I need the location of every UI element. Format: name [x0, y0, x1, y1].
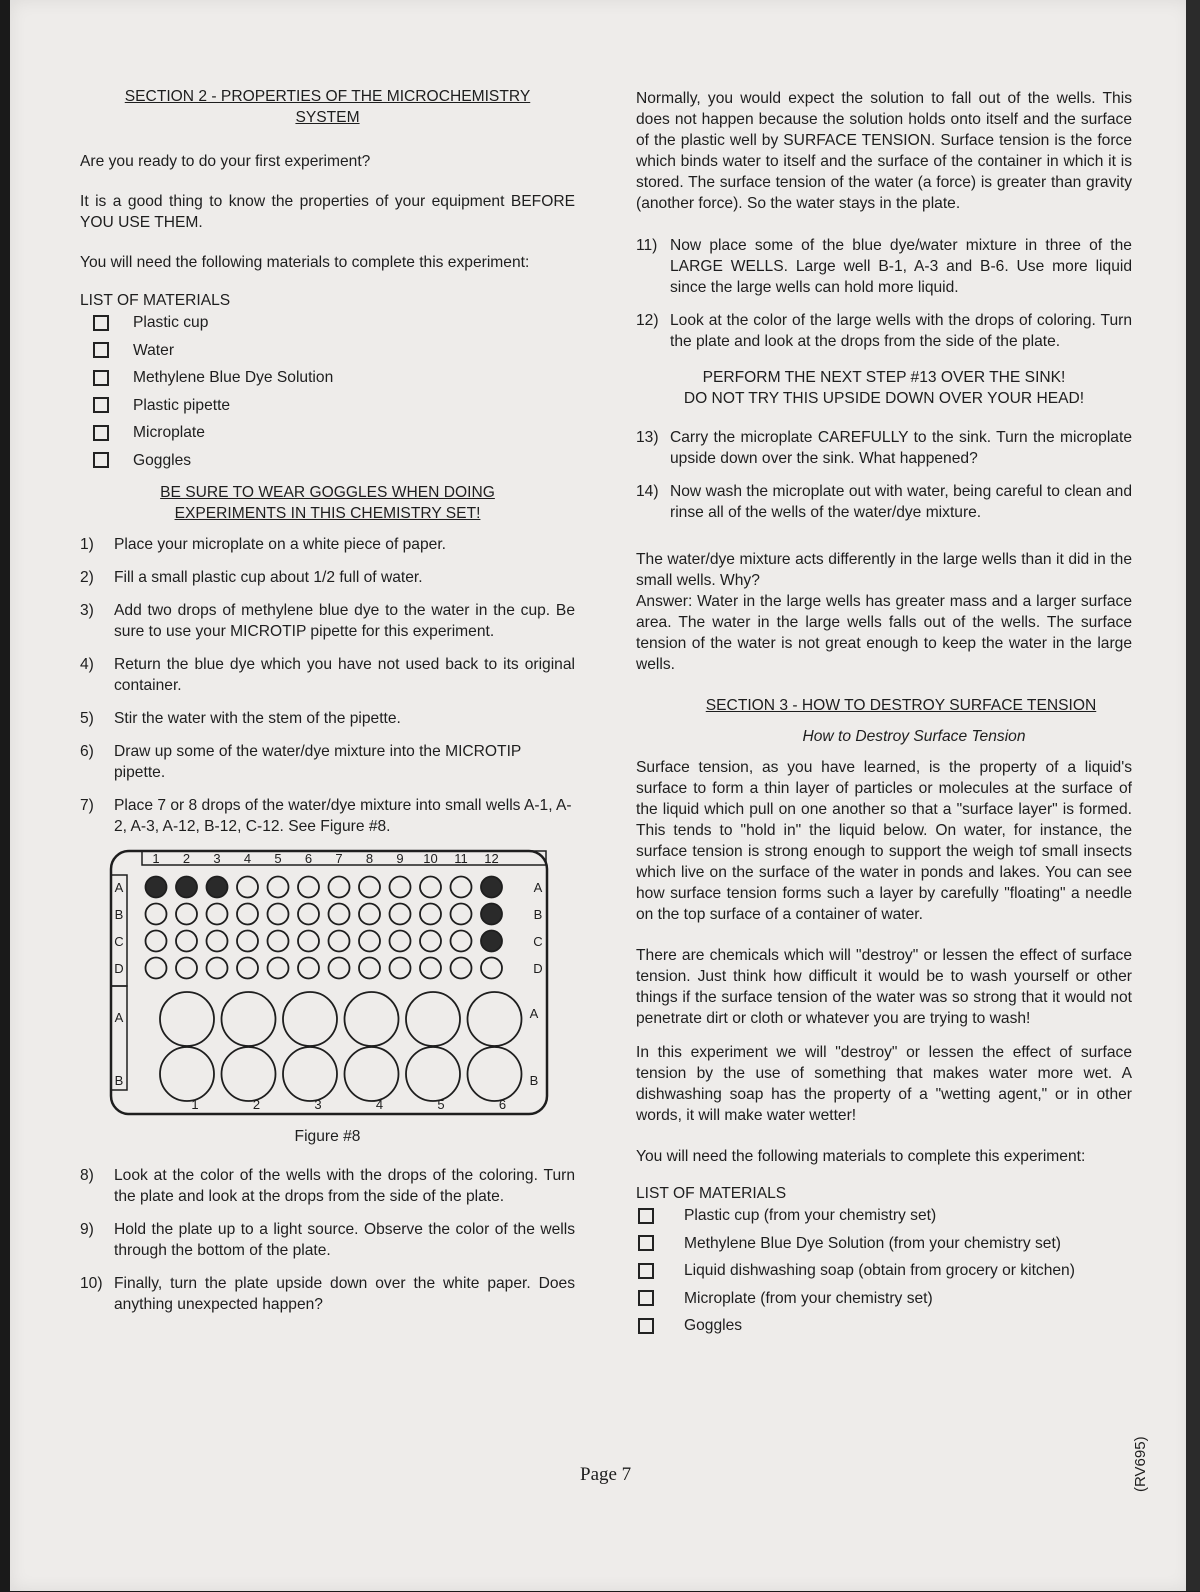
figure-caption: Figure #8	[294, 1128, 361, 1145]
row-label-left: D	[114, 961, 124, 976]
small-well	[268, 904, 289, 925]
large-well	[406, 1047, 460, 1101]
material-item: Microplate (from your chemistry set)	[636, 1285, 1132, 1313]
large-well	[283, 1047, 337, 1101]
material-item: Plastic pipette	[80, 392, 575, 420]
small-well	[146, 877, 167, 898]
row-label-left: A	[114, 880, 124, 895]
column-label: 3	[213, 851, 221, 866]
document-code: (RV695)	[1132, 1436, 1149, 1492]
small-well	[390, 904, 411, 925]
large-column-label: 6	[498, 1097, 507, 1112]
checkbox-icon	[93, 452, 109, 468]
large-well	[345, 1047, 399, 1101]
large-row-label-right: B	[529, 1073, 539, 1088]
small-well	[237, 931, 258, 952]
large-well	[406, 992, 460, 1046]
column-label: 1	[152, 851, 160, 866]
intro-question: Are you ready to do your first experiment?	[80, 153, 371, 170]
row-label-right: A	[533, 880, 543, 895]
column-label: 8	[365, 851, 374, 866]
material-item: Methylene Blue Dye Solution (from your chemistry set)	[636, 1230, 1132, 1258]
small-well	[390, 931, 411, 952]
column-label: 2	[182, 851, 191, 866]
column-label: 5	[274, 851, 282, 866]
checkbox-icon	[93, 425, 109, 441]
section-2-title: SECTION 2 - PROPERTIES OF THE MICROCHEMISTRY SYSTEM	[124, 88, 531, 126]
step-11: 11) Now place some of the blue dye/water mixture in three of the LARGE WELLS. Large well B-1, A-3 and B-6. Use more liquid since the large wells can hold more liquid.	[636, 237, 1132, 296]
small-well	[298, 877, 319, 898]
step-5: 5) Stir the water with the stem of the pipette.	[80, 710, 401, 727]
small-well	[451, 931, 472, 952]
small-well	[390, 958, 411, 979]
small-well	[237, 958, 258, 979]
small-well	[329, 931, 350, 952]
intro-paragraph: It is a good thing to know the properties of your equipment BEFORE YOU USE THEM.	[80, 193, 575, 231]
checkbox-icon	[93, 397, 109, 413]
list-of-materials-title-2: LIST OF MATERIALS	[636, 1185, 787, 1202]
step-14: 14) Now wash the microplate out with water, being careful to clean and rinse all of the wells of the water/dye mixture.	[636, 483, 1132, 521]
small-well	[451, 877, 472, 898]
checkbox-icon	[638, 1290, 654, 1306]
small-well	[207, 904, 228, 925]
goggles-warning: BE SURE TO WEAR GOGGLES WHEN DOING EXPERIMENTS IN THIS CHEMISTRY SET!	[160, 484, 495, 522]
row-label-right: B	[533, 907, 543, 922]
small-well	[237, 904, 258, 925]
why-question: The water/dye mixture acts differently in the large wells than it did in the small wells. Why?	[636, 551, 1132, 589]
small-well	[390, 877, 411, 898]
right-column	[636, 88, 1132, 1340]
step-6: 6) Draw up some of the water/dye mixture into the MICROTIP pipette.	[80, 743, 522, 781]
material-item: Goggles	[636, 1312, 1132, 1340]
material-item: Goggles	[80, 447, 575, 475]
large-column-label: 2	[252, 1097, 261, 1112]
small-well	[420, 904, 441, 925]
column-label: 4	[243, 851, 252, 866]
large-row-label-left: A	[114, 1010, 124, 1025]
step-1: 1) Place your microplate on a white piece of paper.	[80, 536, 446, 553]
step-12: 12) Look at the color of the large wells with the drops of coloring. Turn the plate and look at the drops from the side of the plate.	[636, 312, 1132, 350]
microplate-diagram	[108, 847, 568, 1127]
column-label: 6	[304, 851, 313, 866]
checkbox-icon	[638, 1235, 654, 1251]
column-label: 9	[396, 851, 404, 866]
material-item: Water	[80, 337, 575, 365]
small-well	[146, 904, 167, 925]
small-well	[481, 904, 502, 925]
small-well	[359, 931, 380, 952]
microplate-figure	[108, 847, 568, 1127]
row-label-right: D	[533, 961, 543, 976]
step-2: 2) Fill a small plastic cup about 1/2 full of water.	[80, 569, 423, 586]
large-well	[283, 992, 337, 1046]
checkbox-icon	[638, 1318, 654, 1334]
small-well	[481, 958, 502, 979]
large-row-label-right: A	[529, 1006, 539, 1021]
small-well	[329, 904, 350, 925]
large-well	[160, 992, 214, 1046]
checkbox-icon	[638, 1208, 654, 1224]
step-9: 9) Hold the plate up to a light source. Observe the color of the wells through the bottom of the plate.	[80, 1221, 575, 1259]
large-well	[468, 992, 522, 1046]
surface-tension-definition: Surface tension, as you have learned, is the property of a liquid's surface to form a thin layer of particles or molecules at the surface of the liquid which pull on one another so that a "surface layer" is formed. This tends to "hold in" the liquid below. On water, for instance, the surface tension is strong enough to support the weigh tof small insects which live on the surface of the water in ponds and lakes. You can see how surface tension forms such a layer by carefully "floating" a needle on the top surface of a container of water.	[636, 759, 1132, 923]
large-well	[160, 1047, 214, 1101]
step-7: 7) Place 7 or 8 drops of the water/dye mixture into small wells A-1, A-2, A-3, A-12, B-12, C-12. See Figure #8.	[80, 797, 572, 835]
small-well	[481, 931, 502, 952]
small-well	[176, 958, 197, 979]
list-of-materials-title: LIST OF MATERIALS	[80, 292, 231, 309]
large-well	[345, 992, 399, 1046]
step-13: 13) Carry the microplate CAREFULLY to the sink. Turn the microplate upside down over the sink. What happened?	[636, 429, 1132, 467]
answer-paragraph: Answer: Water in the large wells has greater mass and a larger surface area. The water in the large wells falls out of the wells. The surface tension of the water is not great enough to keep the water in the large wells.	[636, 593, 1132, 673]
section-3-subtitle: How to Destroy Surface Tension	[802, 728, 1026, 745]
material-item: Microplate	[80, 419, 575, 447]
materials-need: You will need the following materials to complete this experiment:	[80, 254, 530, 271]
materials-list-2	[636, 1202, 1132, 1340]
small-well	[420, 958, 441, 979]
small-well	[237, 877, 258, 898]
document-code-wrap	[1132, 1436, 1156, 1592]
row-label-left: B	[114, 907, 124, 922]
small-well	[176, 877, 197, 898]
small-well	[420, 877, 441, 898]
small-well	[359, 958, 380, 979]
step-3: 3) Add two drops of methylene blue dye to the water in the cup. Be sure to use your MICROTIP pipette for this experiment.	[80, 602, 575, 640]
column-label: 10	[423, 851, 438, 866]
column-label: 7	[335, 851, 343, 866]
material-item: Methylene Blue Dye Solution	[80, 364, 575, 392]
checkbox-icon	[93, 342, 109, 358]
row-label-left: C	[114, 934, 124, 949]
page	[10, 0, 1190, 1591]
small-well	[481, 877, 502, 898]
small-well	[420, 931, 441, 952]
small-well	[329, 958, 350, 979]
sink-warning: PERFORM THE NEXT STEP #13 OVER THE SINK! DO NOT TRY THIS UPSIDE DOWN OVER YOUR HEAD!	[683, 369, 1085, 407]
large-well	[222, 1047, 276, 1101]
scan-edge	[1186, 0, 1200, 1591]
page-number: Page 7	[580, 1464, 632, 1485]
microplate-wells	[114, 851, 542, 1112]
large-column-label: 1	[191, 1097, 199, 1112]
materials-list	[80, 309, 575, 474]
section-3-title: SECTION 3 - HOW TO DESTROY SURFACE TENSION	[705, 697, 1097, 714]
row-label-right: C	[533, 934, 543, 949]
small-well	[451, 958, 472, 979]
material-item: Plastic cup (from your chemistry set)	[636, 1202, 1132, 1230]
small-well	[207, 958, 228, 979]
small-well	[298, 958, 319, 979]
step-4: 4) Return the blue dye which you have not used back to its original container.	[80, 656, 575, 694]
large-well	[222, 992, 276, 1046]
small-well	[146, 958, 167, 979]
large-column-label: 5	[437, 1097, 445, 1112]
small-well	[268, 877, 289, 898]
material-item: Liquid dishwashing soap (obtain from grocery or kitchen)	[636, 1257, 1132, 1285]
checkbox-icon	[93, 370, 109, 386]
small-well	[298, 931, 319, 952]
materials-need-2: You will need the following materials to complete this experiment:	[636, 1148, 1086, 1165]
small-well	[359, 877, 380, 898]
small-well	[451, 904, 472, 925]
small-well	[359, 904, 380, 925]
large-column-label: 3	[314, 1097, 322, 1112]
step-8: 8) Look at the color of the wells with the drops of the coloring. Turn the plate and look at the drops from the side of the plate.	[80, 1167, 575, 1205]
large-well	[468, 1047, 522, 1101]
checkbox-icon	[638, 1263, 654, 1279]
large-row-label-left: B	[114, 1073, 124, 1088]
surface-tension-paragraph: Normally, you would expect the solution to fall out of the wells. This does not happen because the solution holds onto itself and the surface of the plastic well by SURFACE TENSION. Surface tension is the force which binds water to itself and the surface of the container in which it is stored. The surface tension of the water (a force) is greater than gravity (another force). So the water stays in the plate.	[636, 90, 1132, 212]
experiment-paragraph: In this experiment we will "destroy" or lessen the effect of surface tension by the use of something that makes water more wet. A dishwashing soap has the property of a "wetting agent," or in other words, it will make water wetter!	[636, 1044, 1132, 1124]
column-label: 11	[454, 851, 468, 866]
small-well	[207, 877, 228, 898]
small-well	[207, 931, 228, 952]
large-column-label: 4	[375, 1097, 384, 1112]
small-well	[298, 904, 319, 925]
small-well	[329, 877, 350, 898]
destroy-paragraph: There are chemicals which will "destroy" or lessen the effect of surface tension. Just think how difficult it would be to wash yourself or other things if the surface tension of the water was so strong that it would not penetrate dirt or cloth or whatever you are trying to wash!	[636, 947, 1132, 1027]
checkbox-icon	[93, 315, 109, 331]
material-item: Plastic cup	[80, 309, 575, 337]
left-column	[80, 86, 575, 1315]
step-10: 10) Finally, turn the plate upside down over the white paper. Does anything unexpected happen?	[80, 1275, 575, 1313]
column-label: 12	[484, 851, 499, 866]
small-well	[176, 904, 197, 925]
small-well	[268, 958, 289, 979]
small-well	[176, 931, 197, 952]
small-well	[146, 931, 167, 952]
small-well	[268, 931, 289, 952]
